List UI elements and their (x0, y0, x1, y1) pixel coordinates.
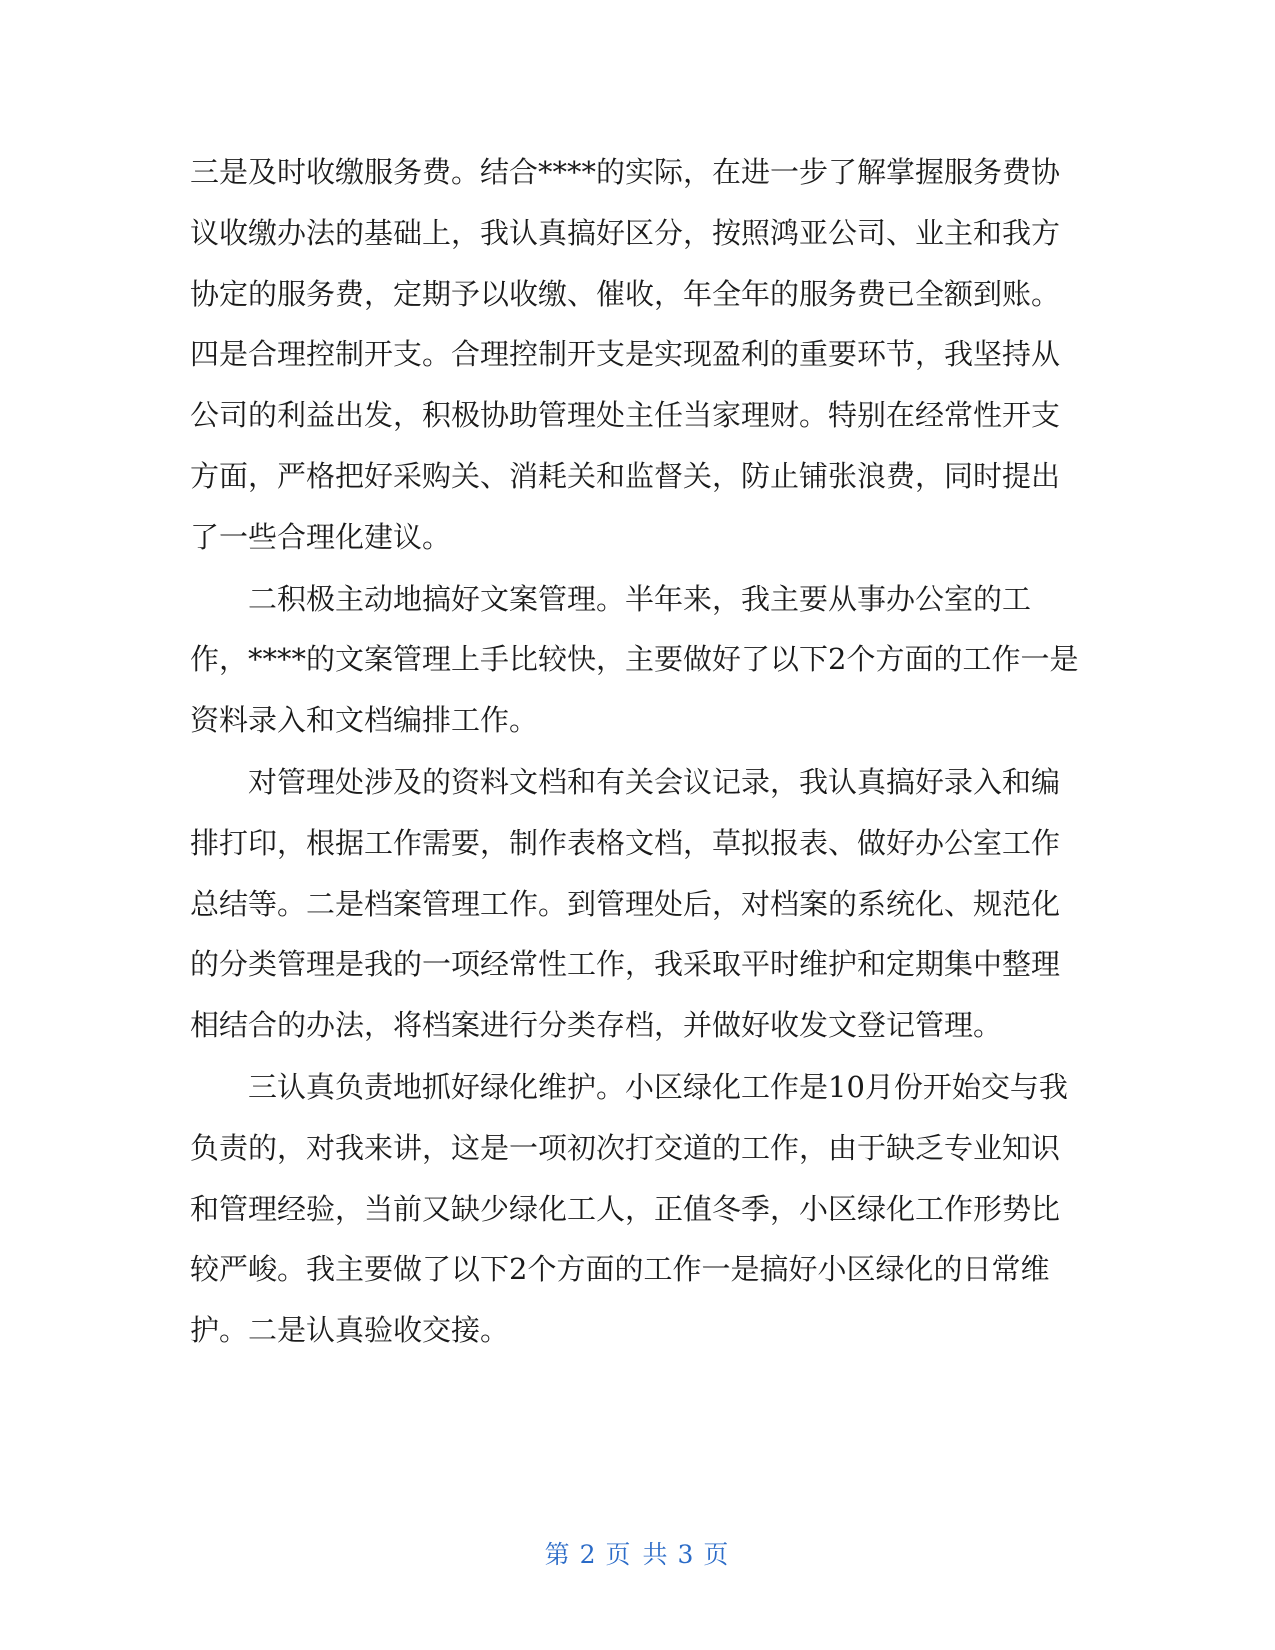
page-number-footer (0, 1535, 1275, 1571)
paragraph-3: 对管理处涉及的资料文档和有关会议记录，我认真搞好录入和编排打印，根据工作需要，制作表格文档，草拟报表、做好办公室工作总结等。二是档案管理工作。到管理处后，对档案的系统化、规范化的分类管理是我的一项经常性工作，我采取平时维护和定期集中整理相结合的办法，将档案进行分类存档，并做好收发文登记管理。 (190, 764, 1061, 1043)
paragraph-4: 三认真负责地抓好绿化维护。小区绿化工作是10月份开始交与我负责的，对我来讲，这是一项初次打交道的工作，由于缺乏专业知识和管理经验，当前又缺少绿化工人，正值冬季，小区绿化工作形势比较严峻。我主要做了以下2个方面的工作一是搞好小区绿化的日常维护。二是认真验收交接。 (190, 1069, 1068, 1348)
footer-total-pages: 3 (677, 1540, 696, 1569)
footer-prefix: 第 (544, 1540, 572, 1569)
footer-suffix: 页 (703, 1540, 731, 1569)
paragraph-2: 二积极主动地搞好文案管理。半年来，我主要从事办公室的工作，****的文案管理上手比较快，主要做好了以下2个方面的工作一是资料录入和文档编排工作。 (190, 581, 1079, 738)
paragraph-1: 三是及时收缴服务费。结合****的实际，在进一步了解掌握服务费协议收缴办法的基础上，我认真搞好区分，按照鸿亚公司、业主和我方协定的服务费，定期予以收缴、催收，年全年的服务费已全额到账。四是合理控制开支。合理控制开支是实现盈利的重要环节，我坚持从公司的利益出发，积极协助管理处主任当家理财。特别在经常性开支方面，严格把好采购关、消耗关和监督关，防止铺张浪费，同时提出了一些合理化建议。 (190, 155, 1061, 554)
footer-middle: 页 共 (605, 1540, 670, 1569)
document-body (190, 142, 1080, 1361)
footer-current-page: 2 (579, 1540, 598, 1569)
